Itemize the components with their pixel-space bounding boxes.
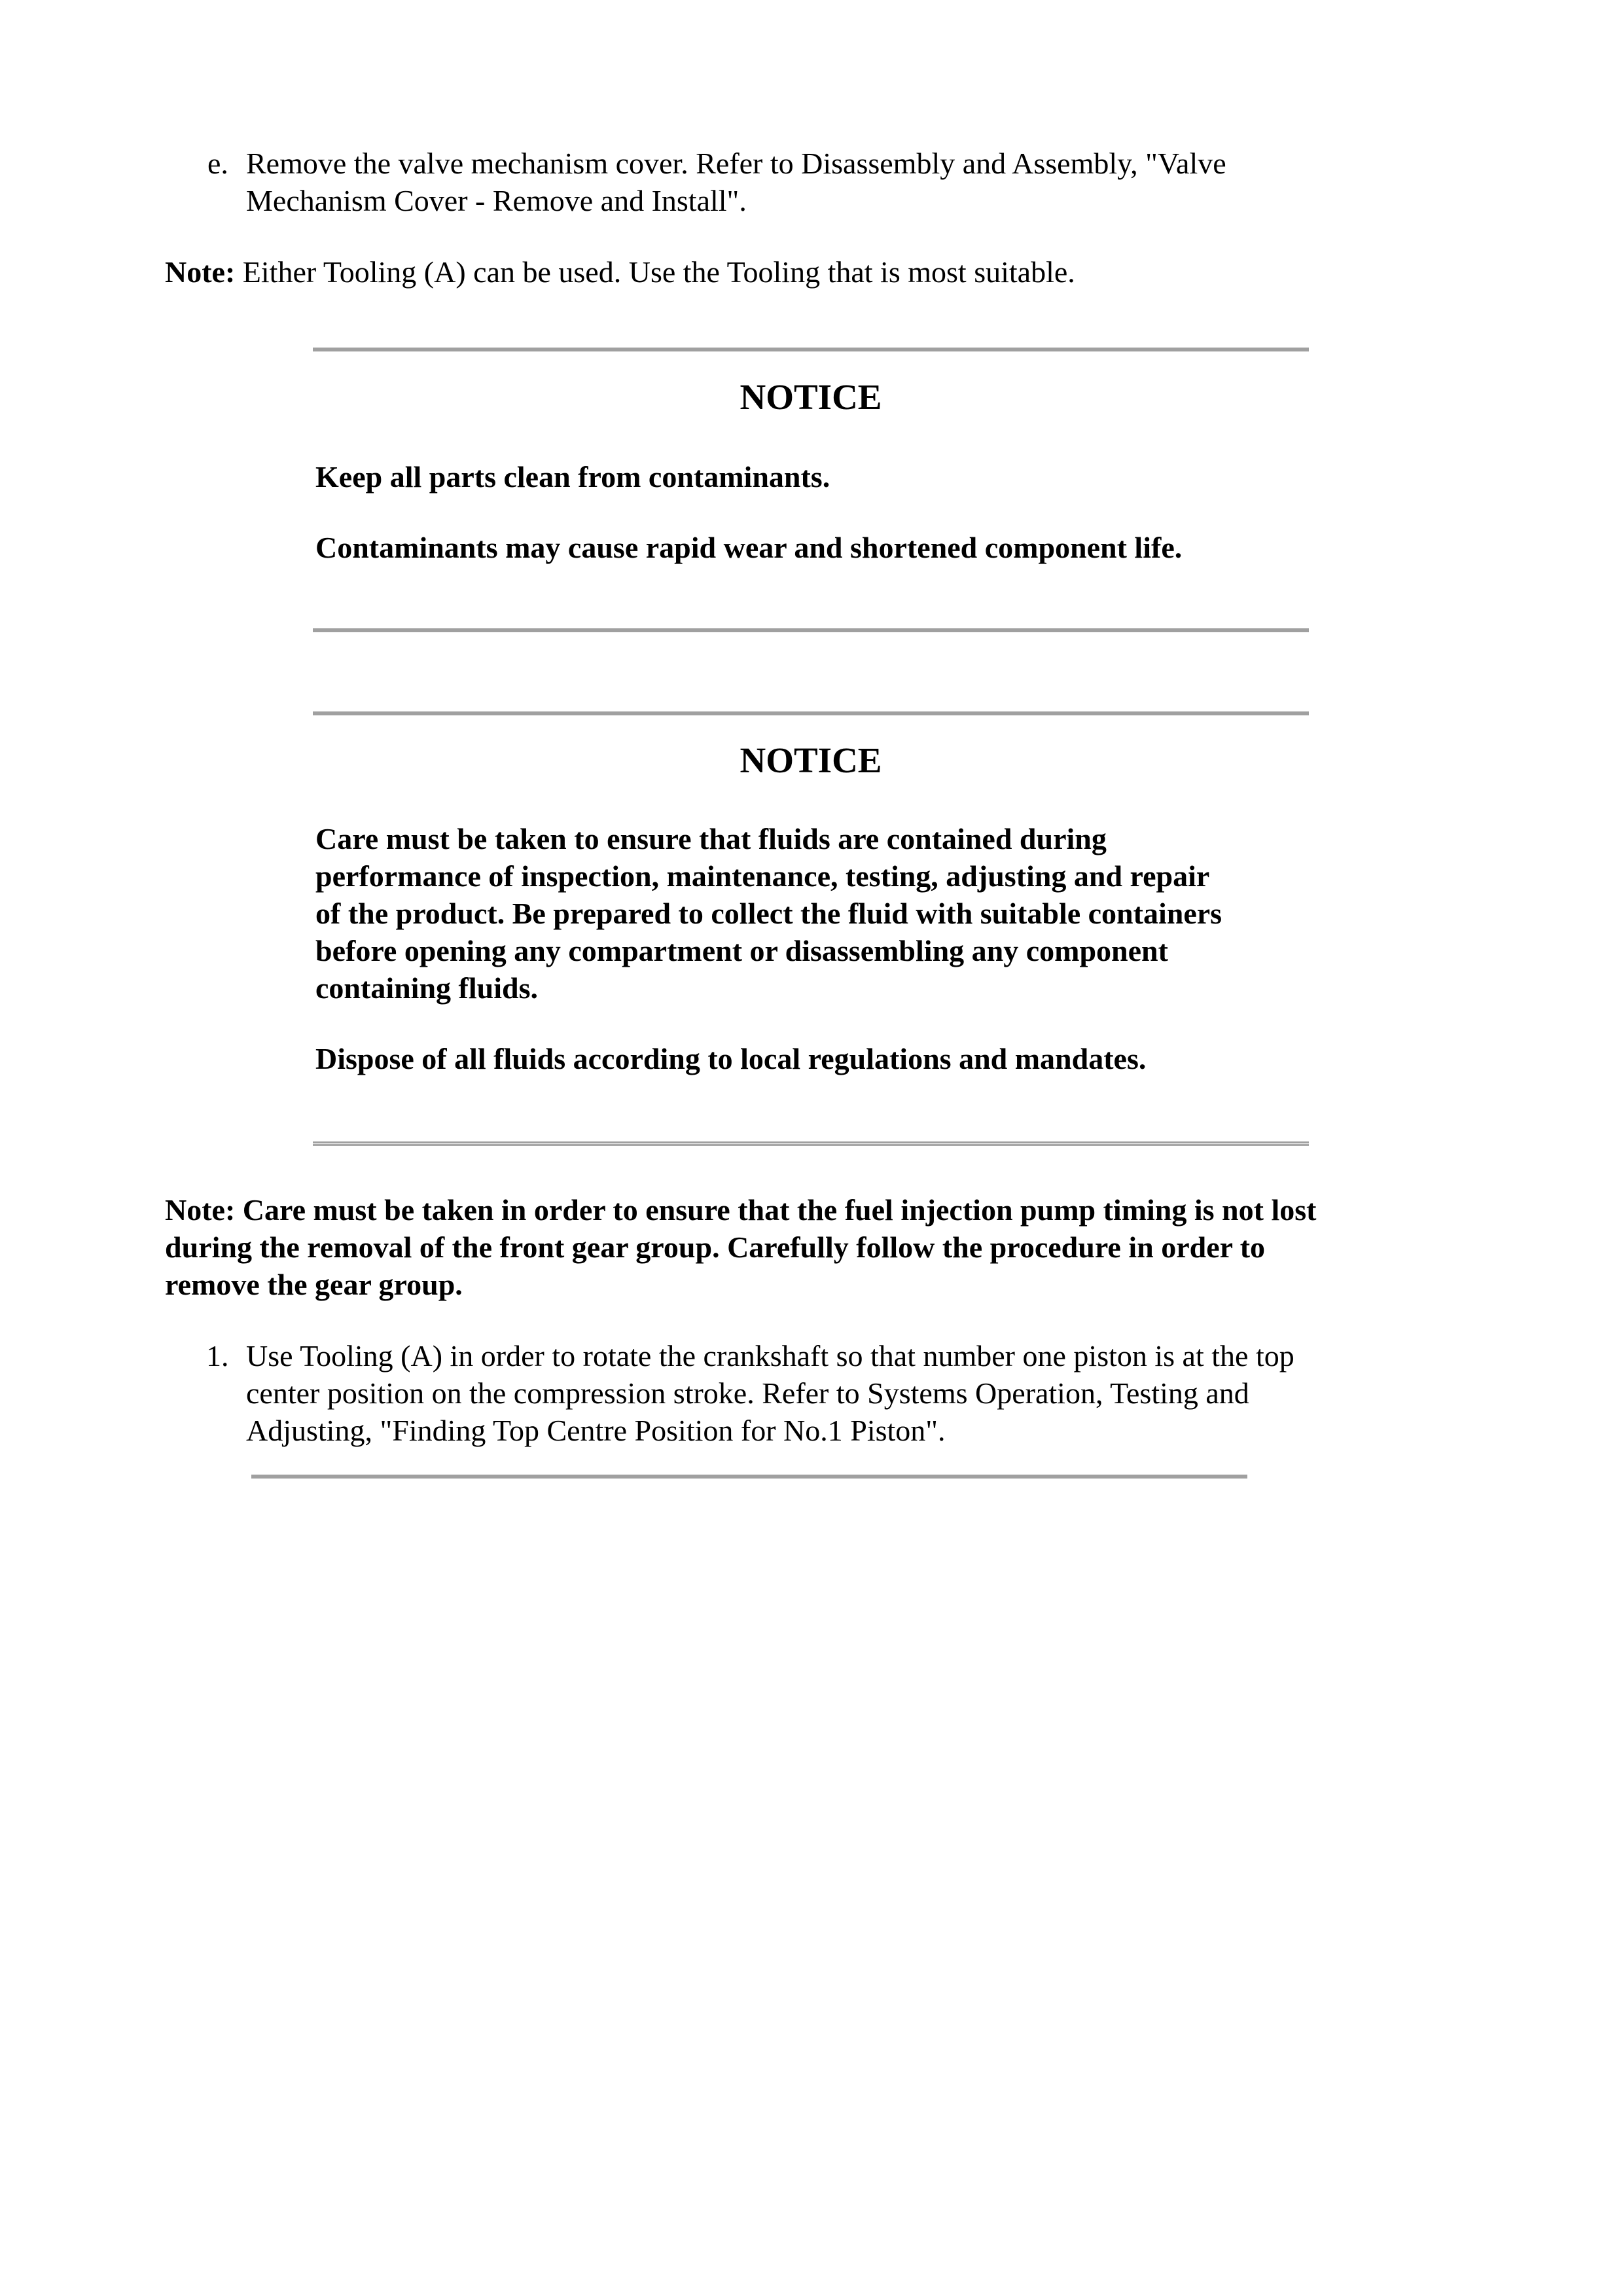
step-e-text: [246, 145, 1226, 219]
notice-paragraph: Keep all parts clean from contaminants.: [315, 460, 830, 493]
notice-title: NOTICE: [740, 740, 882, 780]
note-timing-line: remove the gear group.: [165, 1268, 463, 1301]
note-tooling: [165, 253, 1075, 291]
notice-bottom-rule: [313, 628, 1309, 632]
notice-top-rule: [313, 711, 1309, 715]
section-divider-rule: [251, 1475, 1247, 1479]
note-timing: [165, 1191, 1316, 1303]
step-e-line: Mechanism Cover - Remove and Install".: [246, 184, 747, 217]
step-1-line: Adjusting, "Finding Top Centre Position for No.1 Piston".: [246, 1414, 946, 1447]
notice-paragraph: [315, 820, 1222, 1007]
notice-line: containing fluids.: [315, 971, 538, 1005]
notice-bottom-rule: [313, 1141, 1309, 1146]
notice-line: Care must be taken to ensure that fluids are contained during: [315, 822, 1107, 855]
step-1-text: [246, 1337, 1294, 1449]
note-label: Note:: [165, 255, 236, 289]
step-1-line: Use Tooling (A) in order to rotate the crankshaft so that number one piston is at the top: [246, 1339, 1294, 1372]
note-timing-line: during the removal of the front gear group. Carefully follow the procedure in order to: [165, 1230, 1266, 1264]
step-e-line: Remove the valve mechanism cover. Refer to Disassembly and Assembly, "Valve: [246, 147, 1226, 180]
notice-paragraph: Contaminants may cause rapid wear and shortened component life.: [315, 531, 1183, 564]
notice-title: NOTICE: [740, 377, 882, 417]
notice-line: of the product. Be prepared to collect the fluid with suitable containers: [315, 897, 1222, 930]
step-e-marker: e.: [207, 147, 228, 180]
notice-paragraph: Dispose of all fluids according to local regulations and mandates.: [315, 1042, 1147, 1075]
step-1-line: center position on the compression stroke. Refer to Systems Operation, Testing and: [246, 1376, 1249, 1410]
notice-line: before opening any compartment or disassembling any component: [315, 934, 1168, 967]
note-tooling-text: Either Tooling (A) can be used. Use the Tooling that is most suitable.: [235, 255, 1075, 289]
step-1-marker: 1.: [206, 1339, 229, 1372]
notice-top-rule: [313, 348, 1309, 351]
note-timing-line: Note: Care must be taken in order to ensure that the fuel injection pump timing is not lost: [165, 1193, 1317, 1227]
notice-line: performance of inspection, maintenance, testing, adjusting and repair: [315, 859, 1210, 893]
